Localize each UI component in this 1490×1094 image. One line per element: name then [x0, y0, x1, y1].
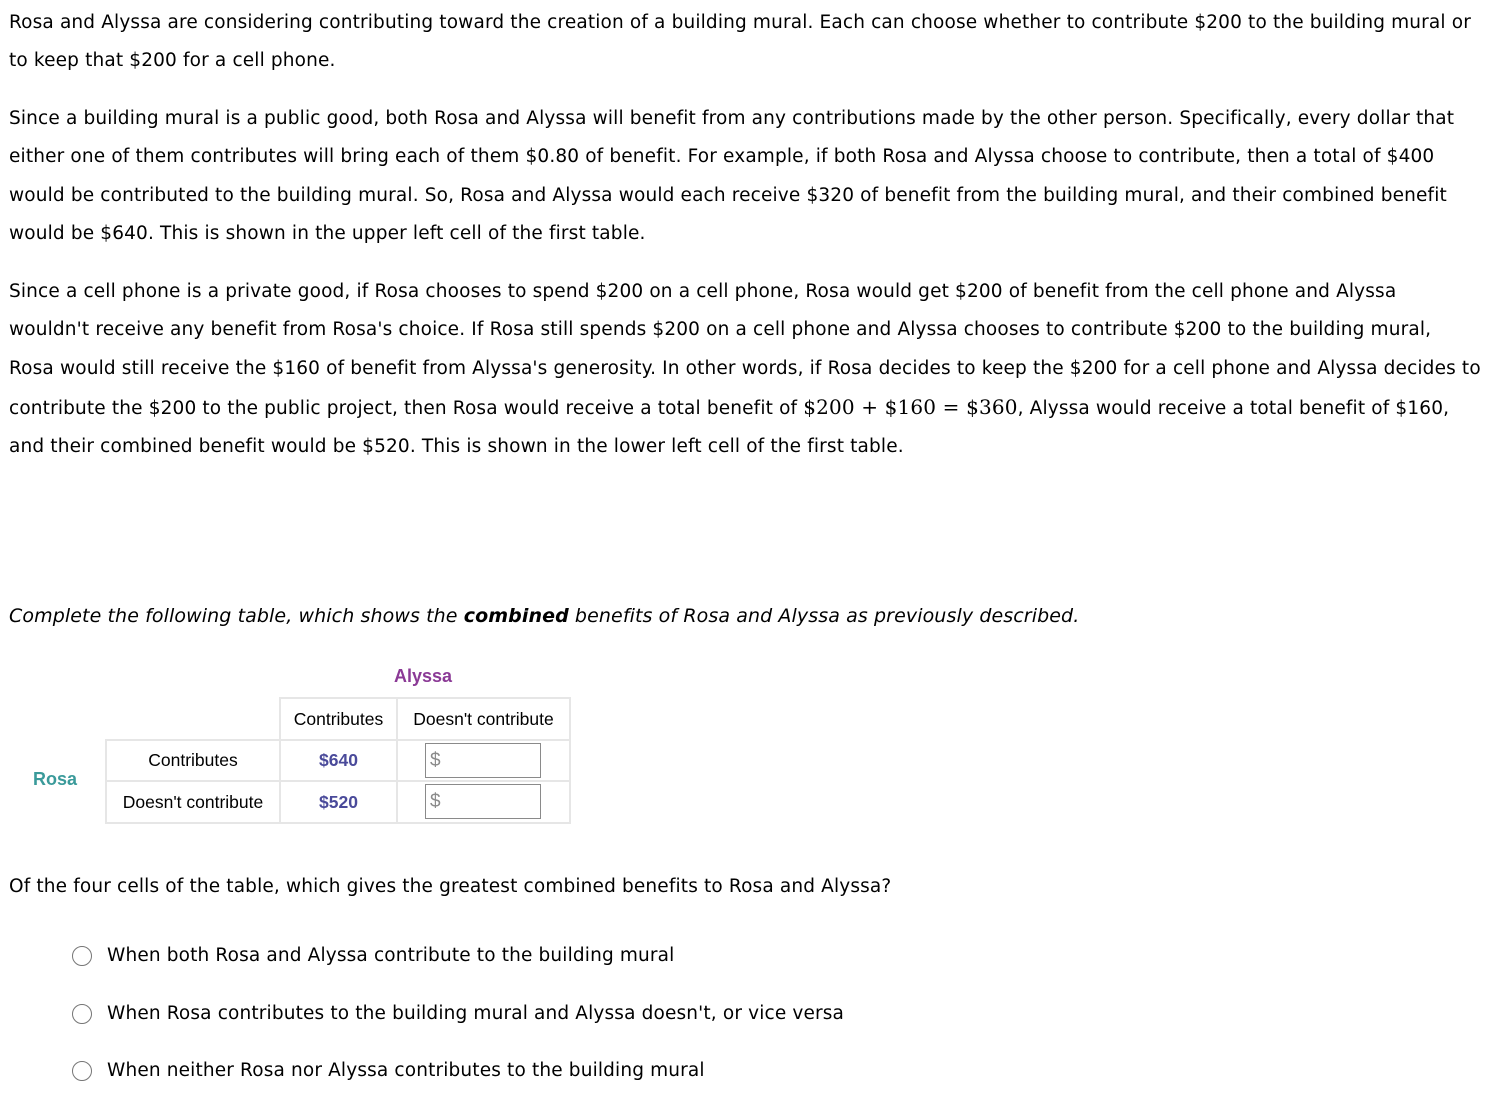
intro-paragraph-3-text-a: Since a cell phone is a private good, if Rosa chooses to spend $200 on a cell phone, Rosa would get $200 of benefit from the cell phone and Alyssa wouldn't receive any benefit from Rosa's choice. If Rosa still spends $200 on a cell phone and Alyssa chooses to contribute $200 to the building mural, Rosa would still receive the $160 of benefit from Alyssa's generosity. In other words, if Rosa decides to keep the $200 for a cell phone and Alyssa decides to contribute the $200 to the public project, then Rosa would receive a total benefit of [9, 281, 1481, 419]
intro-paragraph-3-text-b: , Alyssa would receive a total benefit of $160, and their combined benefit would be $520. This is shown in the lower left cell of the first table. [9, 397, 1450, 458]
radio-button[interactable] [72, 1061, 92, 1081]
dollar-prefix: $ [430, 790, 441, 812]
intro-paragraph-3 [9, 273, 1481, 466]
instruction-after: benefits of Rosa and Alyssa as previously described. [568, 605, 1080, 627]
dollar-prefix: $ [430, 749, 441, 771]
input-neither-contributes[interactable] [425, 784, 541, 819]
option-label: When both Rosa and Alyssa contribute to the building mural [107, 945, 675, 966]
column-player-label: Alyssa [394, 666, 453, 686]
intro-paragraph-2: Since a building mural is a public good, both Rosa and Alyssa will benefit from any contributions made by the other person. Specifically, every dollar that either one of them contributes will bring each of them $0.80 of benefit. For example, if both Rosa and Alyssa choose to contribute, then a total of $400 would be contributed to the building mural. So, Rosa and Alyssa would each receive $320 of benefit from the building mural, and their combined benefit would be $640. This is shown in the upper left cell of the first table. [9, 108, 1455, 244]
option-both-contribute[interactable] [72, 945, 674, 966]
combined-benefit-input-top-right[interactable] [441, 747, 535, 775]
row-header-contributes: Contributes [148, 750, 238, 770]
instruction-before: Complete the following table, which shows the [9, 605, 464, 627]
col-header-contributes: Contributes [293, 708, 384, 729]
instruction-emphasis: combined [463, 605, 569, 627]
radio-button[interactable] [72, 946, 92, 966]
cell-rosa-keeps-alyssa-contributes: $520 [319, 791, 358, 812]
option-neither-contributes[interactable] [72, 1060, 705, 1081]
question-text: Of the four cells of the table, which gives the greatest combined benefits to Rosa and Alyssa? [9, 876, 892, 897]
row-header-doesnt-contribute: Doesn't contribute [122, 791, 264, 812]
option-one-contributes[interactable] [72, 1003, 844, 1024]
input-rosa-contributes-alyssa-keeps[interactable] [425, 743, 541, 778]
table-instruction [9, 605, 1079, 627]
cell-both-contribute: $640 [319, 750, 358, 770]
intro-paragraph-1: Rosa and Alyssa are considering contributing toward the creation of a building mural. Each can choose whether to contribute $200 to the building mural or to keep that $200 for a cell phone. [9, 12, 1471, 72]
option-label: When neither Rosa nor Alyssa contributes to the building mural [107, 1060, 705, 1081]
combined-benefit-input-bottom-right[interactable] [441, 788, 535, 816]
col-header-doesnt-contribute: Doesn't contribute [413, 708, 554, 729]
option-label: When Rosa contributes to the building mural and Alyssa doesn't, or vice versa [107, 1003, 845, 1024]
radio-button[interactable] [72, 1004, 92, 1024]
benefit-equation: $200 + $160 = $360 [803, 394, 1018, 419]
row-player-label: Rosa [33, 769, 78, 789]
